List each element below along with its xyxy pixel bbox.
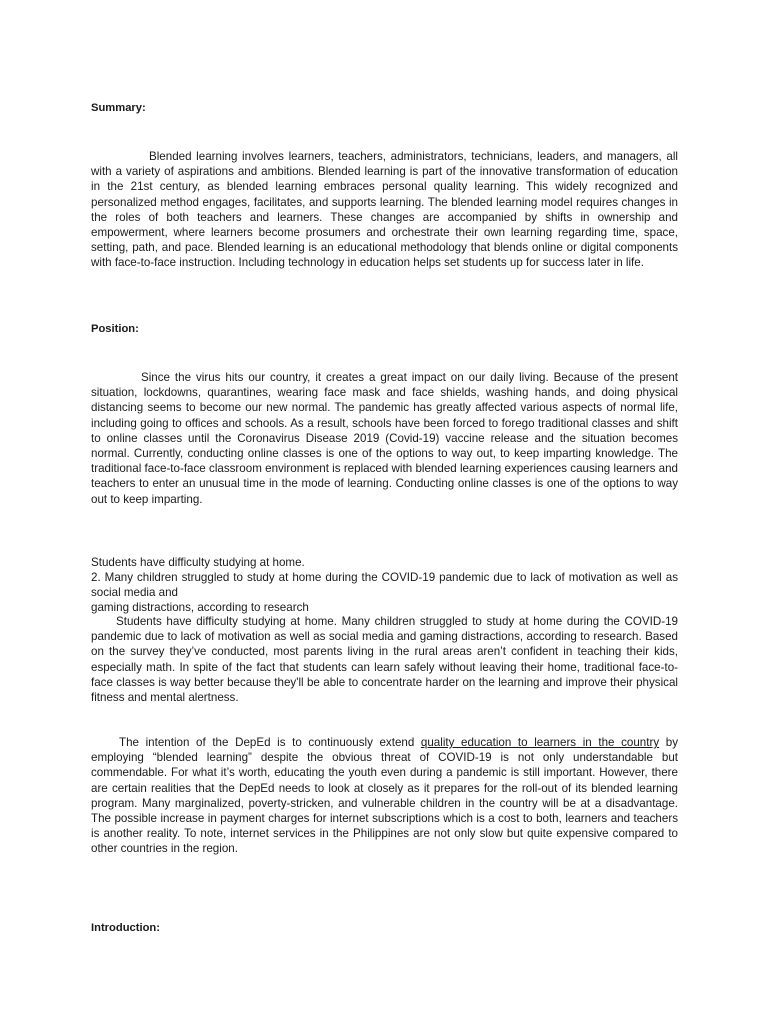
position-paragraph-2: Students have difficulty studying at home. Many children struggled to study at home during the COVID-19 pandemic due to lack of motivation as well as social media and gaming distractions, according to research. Based on the survey they’ve conducted, most parents living in the rural areas aren’t confident in teaching their kids, especially math. In spite of the fact that students can learn safely without leaving their home, traditional face-to-face classes is way better because they'll be able to concentrate harder on the learning and improve their physical fitness and mental alertness. xyxy=(91,615,678,705)
position-paragraph-1: Since the virus hits our country, it creates a great impact on our daily living. Because of the present situation, lockdowns, quarantines, wearing face mask and face shields, washing hands, and doing physical distancing seems to become our new normal. The pandemic has greatly affected various aspects of normal life, including going to offices and schools. As a result, schools have been forced to forego traditional classes and shift to online classes until the Coronavirus Disease 2019 (Covid-19) vaccine release and the situation becomes normal. Currently, conducting online classes is one of the options to way out, to keep imparting knowledge. The traditional face-to-face classroom environment is replaced with blended learning experiences causing learners and teachers to enter an unusual time in the mode of learning. Conducting online classes is one of the options to way out to keep imparting. xyxy=(91,371,678,506)
document-page xyxy=(91,0,678,1024)
position-heading: Position: xyxy=(91,323,139,335)
introduction-heading: Introduction: xyxy=(91,922,160,934)
list-line-2: 2. Many children struggled to study at home during the COVID-19 pandemic due to lack of motivation as well as social media and xyxy=(91,571,678,600)
paragraph-3-before: The intention of the DepEd is to continuously extend xyxy=(119,736,421,749)
quality-education-link[interactable]: quality education to learners in the country xyxy=(420,736,660,749)
summary-paragraph: Blended learning involves learners, teachers, administrators, technicians, leaders, and managers, all with a variety of aspirations and ambitions. Blended learning is part of the innovative transformation of education in the 21st century, as blended learning embraces personal quality learning. This widely recognized and personalized method engages, facilitates, and supports learning. The blended learning model requires changes in the roles of both teachers and learners. These changes are accompanied by shifts in ownership and empowerment, where learners become prosumers and orchestrate their own learning regarding time, space, setting, path, and pace. Blended learning is an educational methodology that blends online or digital components with face-to-face instruction. Including technology in education helps set students up for success later in life. xyxy=(91,150,678,270)
list-line-3: gaming distractions, according to research xyxy=(91,601,309,614)
paragraph-3-after: by employing “blended learning” despite the obvious threat of COVID-19 is not only understandable but commendable. For what it’s worth, educating the youth even during a pandemic is still important. However, there are certain realities that the DepEd needs to look at closely as it prepares for the roll-out of its blended learning program. Many marginalized, poverty-stricken, and vulnerable children in the country will be at a disadvantage. The possible increase in payment charges for internet subscriptions which is a cost to both, learners and teachers is another reality. To note, internet services in the Philippines are not only slow but quite expensive compared to other countries in the region. xyxy=(91,736,678,856)
list-line-1: Students have difficulty studying at home. xyxy=(91,556,305,569)
summary-heading: Summary: xyxy=(91,102,146,114)
position-paragraph-3 xyxy=(91,735,678,857)
